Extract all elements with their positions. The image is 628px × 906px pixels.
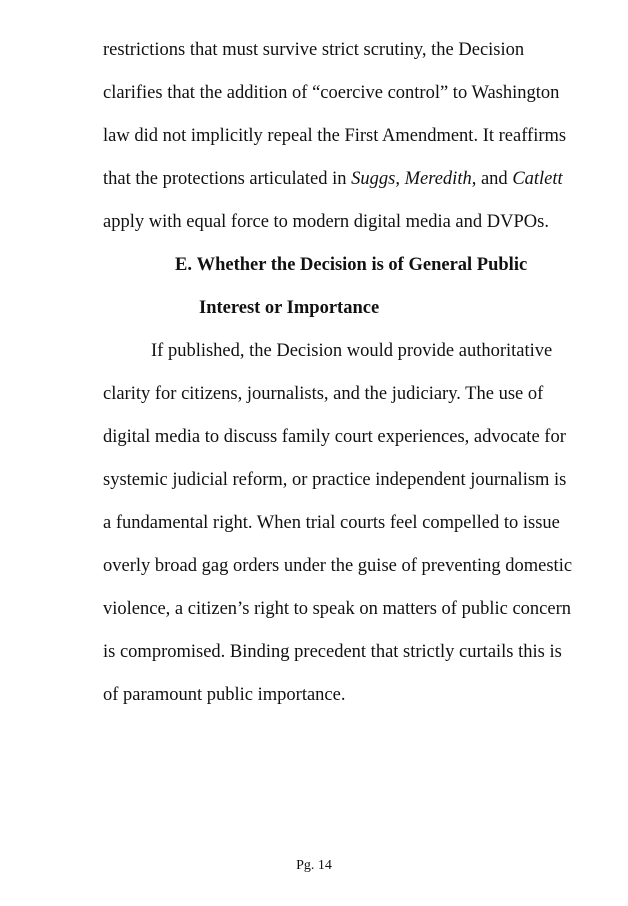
text-line: systemic judicial reform, or practice independent journalism is — [103, 470, 567, 490]
case-name-catlett: Catlett — [512, 169, 563, 189]
text-line — [103, 168, 563, 190]
text-span: , and — [471, 169, 513, 189]
text-line: If published, the Decision would provide authoritative — [151, 341, 553, 361]
text-line: clarifies that the addition of “coercive control” to Washington — [103, 83, 560, 103]
text-line: digital media to discuss family court experiences, advocate for — [103, 427, 566, 447]
text-span: that the protections articulated in — [103, 169, 352, 189]
text-line: a fundamental right. When trial courts feel compelled to issue — [103, 513, 560, 533]
text-line: apply with equal force to modern digital media and DVPOs. — [103, 212, 549, 232]
text-line: is compromised. Binding precedent that strictly curtails this is — [103, 642, 562, 662]
text-line: of paramount public importance. — [103, 685, 346, 705]
text-line: law did not implicitly repeal the First Amendment. It reaffirms — [103, 126, 567, 146]
heading-line-2: Interest or Importance — [199, 298, 380, 318]
text-line: overly broad gag orders under the guise of preventing domestic — [103, 556, 573, 576]
text-line: violence, a citizen’s right to speak on matters of public concern — [103, 599, 571, 619]
page-number: Pg. 14 — [296, 858, 332, 873]
case-name-suggs: Suggs — [351, 169, 396, 189]
heading-letter: E. — [175, 255, 192, 275]
text-line: clarity for citizens, journalists, and the judiciary. The use of — [103, 384, 544, 404]
text-span: , — [395, 169, 405, 189]
text-line: restrictions that must survive strict scrutiny, the Decision — [103, 40, 525, 60]
heading-title-1: Whether the Decision is of General Public — [196, 255, 528, 275]
case-name-meredith: Meredith — [404, 169, 472, 189]
heading-line-1 — [175, 254, 527, 276]
